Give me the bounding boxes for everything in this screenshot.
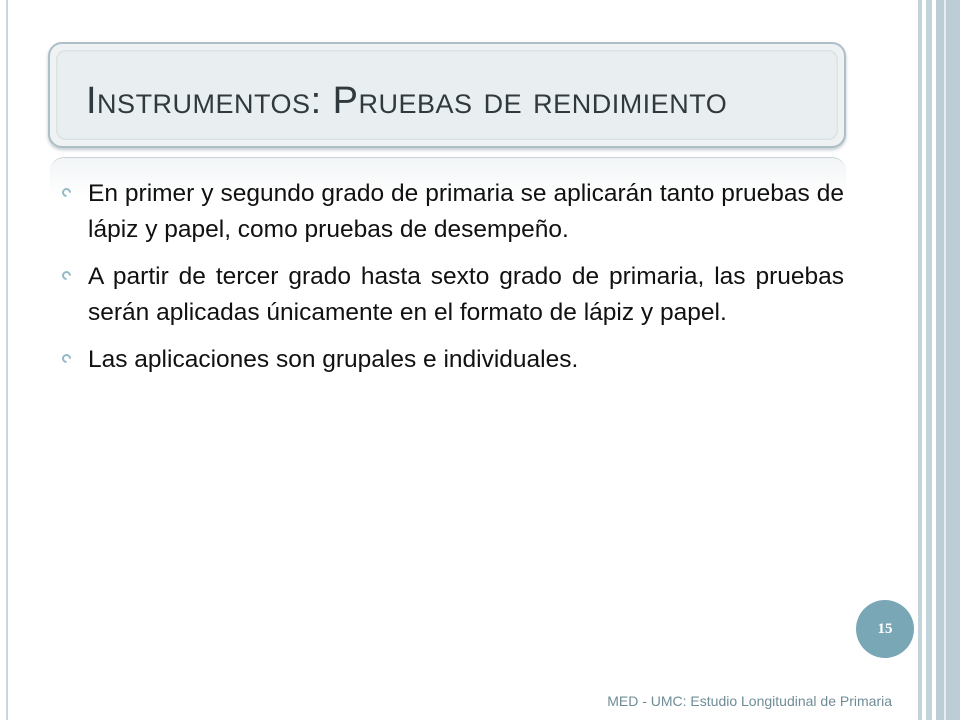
bullet-item bbox=[54, 259, 844, 331]
bullet-item bbox=[54, 176, 844, 248]
bullet-text: A partir de tercer grado hasta sexto grado de primaria, las pruebas serán aplicadas únicamente en el formato de lápiz y papel. bbox=[88, 263, 844, 326]
slide-title: Instrumentos: Pruebas de rendimiento bbox=[86, 80, 728, 122]
left-border-decoration bbox=[0, 0, 10, 720]
bullet-text: En primer y segundo grado de primaria se aplicarán tanto pruebas de lápiz y papel, como pruebas de desempeño. bbox=[88, 180, 844, 243]
slide-number-badge: 15 bbox=[856, 600, 914, 658]
circle-bullet-icon bbox=[60, 352, 73, 365]
bullet-list bbox=[54, 176, 844, 389]
right-stripes-decoration bbox=[916, 0, 960, 720]
footer-text: MED - UMC: Estudio Longitudinal de Primaria bbox=[607, 693, 892, 709]
bullet-text: Las aplicaciones son grupales e individuales. bbox=[88, 346, 579, 373]
circle-bullet-icon bbox=[60, 269, 73, 282]
circle-bullet-icon bbox=[60, 186, 73, 199]
bullet-item bbox=[54, 342, 844, 378]
